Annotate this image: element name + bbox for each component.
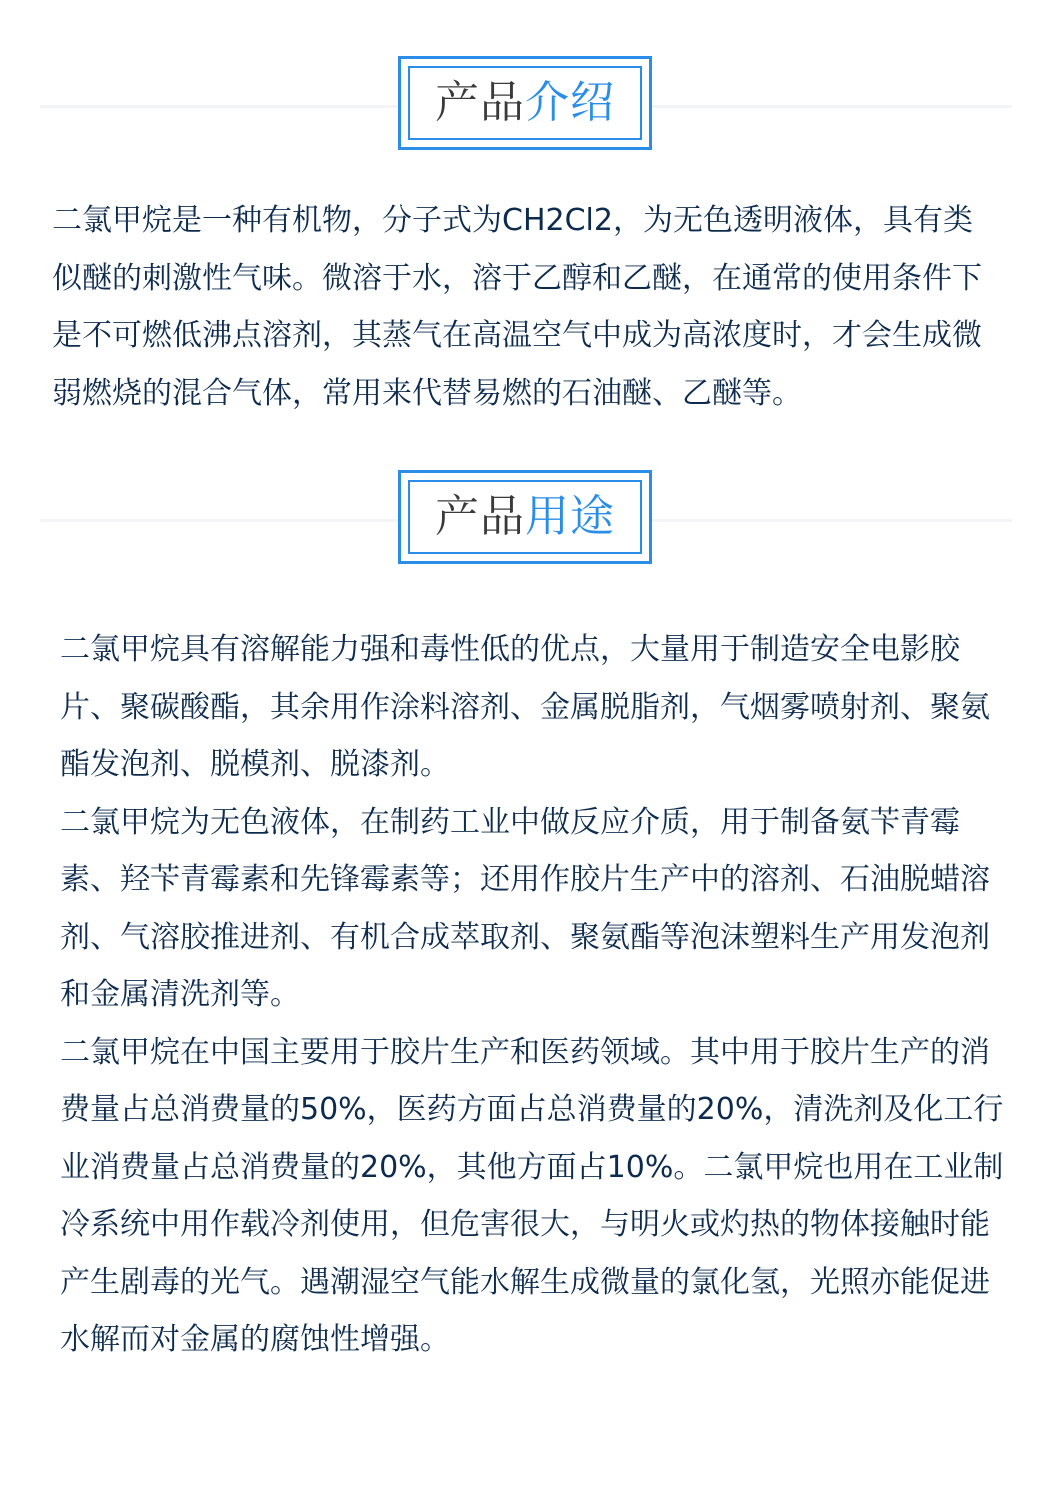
section-header-usage <box>40 470 1012 570</box>
title-accent-text: 介绍 <box>525 77 615 128</box>
usage-content <box>60 621 1005 1369</box>
intro-paragraph: 二氯甲烷是一种有机物，分子式为CH2Cl2，为无色透明液体，具有类似醚的刺激性气味。微溶于水，溶于乙醇和乙醚，在通常的使用条件下是不可燃低沸点溶剂，其蒸气在高温空气中成为高浓度时，才会生成微弱燃烧的混合气体，常用来代替易燃的石油醚、乙醚等。 <box>52 203 982 411</box>
usage-paragraph-3: 二氯甲烷在中国主要用于胶片生产和医药领域。其中用于胶片生产的消费量占总消费量的50%，医药方面占总消费量的20%，清洗剂及化工行业消费量占总消费量的20%，其他方面占10%。二氯甲烷也用在工业制冷系统中用作载冷剂使用，但危害很大，与明火或灼热的物体接触时能产生剧毒的光气。遇潮湿空气能水解生成微量的氯化氢，光照亦能促进水解而对金属的腐蚀性增强。 <box>60 1034 1004 1357</box>
section-header-intro <box>40 56 1012 156</box>
section-title-intro <box>408 66 642 140</box>
title-dark-text: 产品 <box>435 491 525 542</box>
usage-paragraph-1: 二氯甲烷具有溶解能力强和毒性低的优点，大量用于制造安全电影胶片、聚碳酸酯，其余用作涂料溶剂、金属脱脂剂，气烟雾喷射剂、聚氨酯发泡剂、脱模剂、脱漆剂。 <box>60 632 990 782</box>
title-box-usage <box>398 470 652 564</box>
title-box-intro <box>398 56 652 150</box>
usage-paragraph-2: 二氯甲烷为无色液体，在制药工业中做反应介质，用于制备氨苄青霉素、羟苄青霉素和先锋霉素等；还用作胶片生产中的溶剂、石油脱蜡溶剂、气溶胶推进剂、有机合成萃取剂、聚氨酯等泡沫塑料生产用发泡剂和金属清洗剂等。 <box>60 804 990 1012</box>
title-dark-text: 产品 <box>435 77 525 128</box>
title-accent-text: 用途 <box>525 491 615 542</box>
section-title-usage <box>408 480 642 554</box>
